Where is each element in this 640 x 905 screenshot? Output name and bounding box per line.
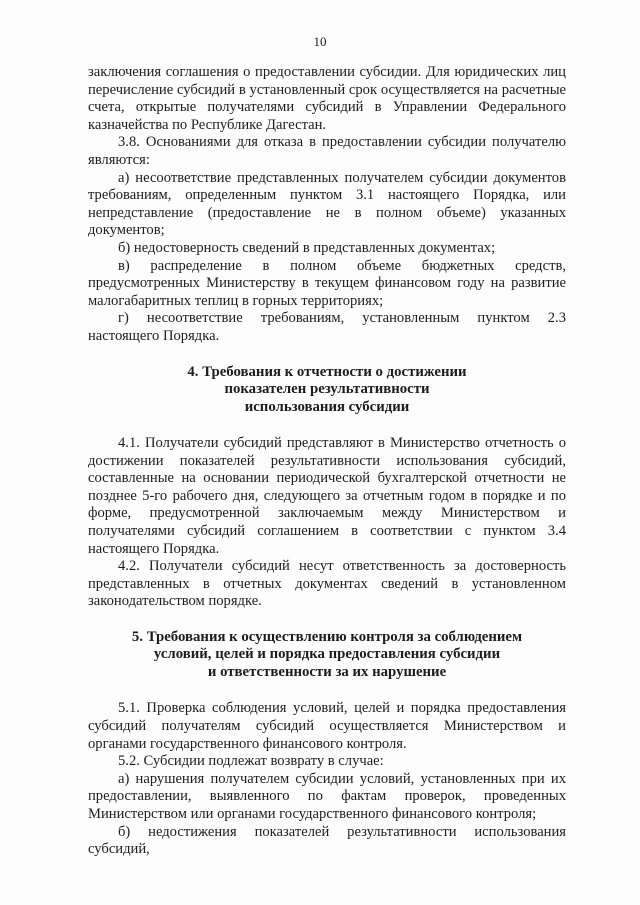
section-5-heading-line: 5. Требования к осуществлению контроля за соблюдением xyxy=(131,628,523,645)
paragraph-3-8-b: б) недостоверность сведений в представленных документах; xyxy=(118,239,496,256)
section-4-heading xyxy=(88,364,566,417)
section-4-heading-line: использования субсидии xyxy=(244,398,410,415)
section-4-heading-line: показателен результативности xyxy=(224,381,430,397)
paragraph-5-2-b: б) недостижения показателей результативности использования субсидий, xyxy=(88,823,566,858)
paragraph-3-8: 3.8. Основаниями для отказа в предоставлении субсидии получателю являются: xyxy=(88,134,566,168)
paragraph-4-2: 4.2. Получатели субсидий несут ответственность за достоверность представленных в отчетных документах сведений в установленном законодательством порядке. xyxy=(88,558,566,610)
paragraph-5-2: 5.2. Субсидии подлежат возврату в случае: xyxy=(118,753,384,770)
page-number: 10 xyxy=(313,34,327,49)
section-4-heading-line: 4. Требования к отчетности о достижении xyxy=(187,363,467,380)
paragraph-continuation: заключения соглашения о предоставлении субсидии. Для юридических лиц перечисление субсидий в установленный срок осуществляется на расчетные счета, открытые получателями субсидий в Управлении Федерального казначейства по Республике Дагестан. xyxy=(88,64,566,133)
paragraph-3-8-a: а) несоответствие представленных получателем субсидии документов требованиям, определенным пунктом 3.1 настоящего Порядка, или непредставление (предоставление не в полном объеме) указанных документов; xyxy=(88,169,566,239)
paragraph-3-8-g: г) несоответствие требованиям, установленным пунктом 2.3 настоящего Порядка. xyxy=(88,310,566,344)
paragraph-4-1: 4.1. Получатели субсидий представляют в Министерство отчетность о достижении показателей результативности использования субсидий, составленные на основании периодической бухгалтерской отчетности не позднее 5-го рабочего дня, следующего за отчетным годом в порядке и по форме, предусмотренной заключаемым между Министерством и получателями субсидий соглашением в соответствии с пунктом 3.4 настоящего Порядка. xyxy=(88,435,566,557)
section-5-heading-line: и ответственности за их нарушение xyxy=(207,663,447,680)
document-body xyxy=(88,64,566,859)
paragraph-5-2-a: а) нарушения получателем субсидии условий, установленных при их предоставлении, выявленного по фактам проверок, проведенных Министерством или органами государственного финансового контроля; xyxy=(88,770,566,822)
section-5-heading-line: условий, целей и порядка предоставления субсидии xyxy=(153,646,501,663)
section-5-heading xyxy=(88,629,566,682)
paragraph-3-8-v: в) распределение в полном объеме бюджетных средств, предусмотренных Министерству в текущем финансовом году на развитие малогабаритных теплиц в горных территориях; xyxy=(88,257,566,309)
paragraph-5-1: 5.1. Проверка соблюдения условий, целей и порядка предоставления субсидий получателям субсидий осуществляется Министерством и органами государственного финансового контроля. xyxy=(88,700,566,752)
